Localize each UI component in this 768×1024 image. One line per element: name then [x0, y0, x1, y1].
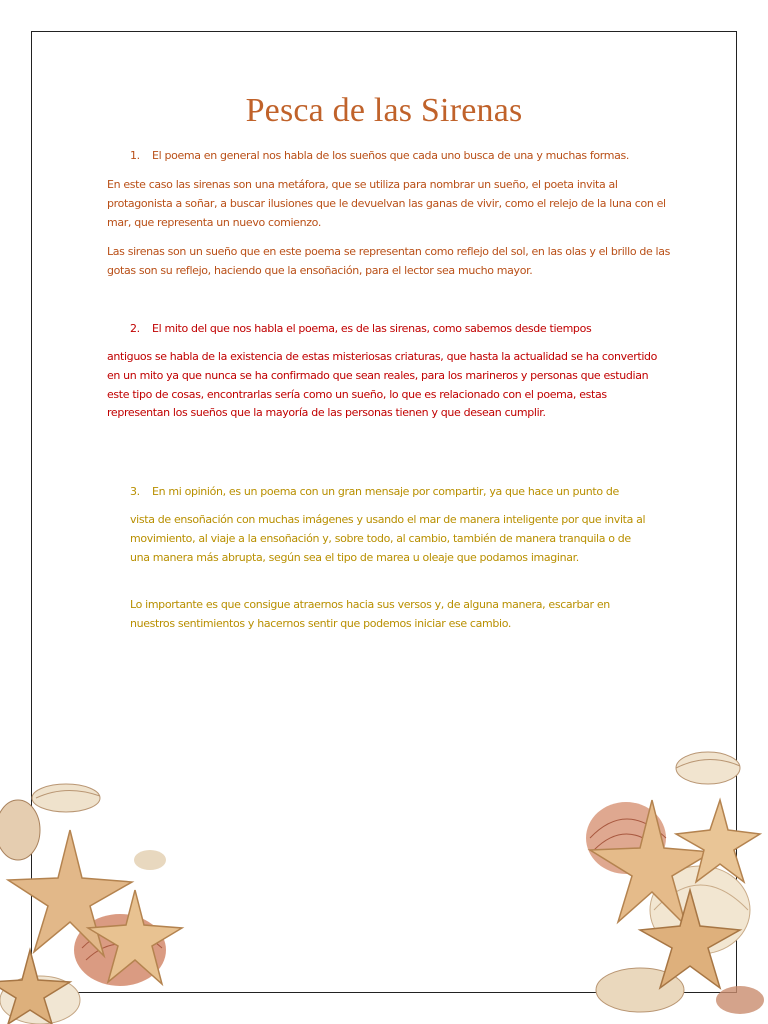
- seashells-left-illustration: [0, 760, 210, 1024]
- section1-paragraph-2: Las sirenas son un sueño que en este poema se representan como reflejo del sol, en las olas y el brillo de las gotas son su reflejo, haciendo que la ensoñación, para el lector sea mucho mayor.: [107, 245, 671, 277]
- section3-paragraph-2: Lo importante es que consigue atraernos hacia sus versos y, de alguna manera, escarbar en nuestros sentimientos y hacernos sentir que podemos iniciar ese cambio.: [130, 598, 610, 630]
- section3-paragraph-1: vista de ensoñación con muchas imágenes y usando el mar de manera inteligente por que invita al movimiento, al viaje a la ensoñación y, sobre todo, al cambio, también de manera tranquila o de una manera más abrupta, según sea el tipo de marea u oleaje que podamos imaginar.: [130, 513, 646, 564]
- section2-heading: [130, 320, 730, 339]
- section1-heading-text: El poema en general nos habla de los sueños que cada uno busca de una y muchas formas.: [152, 149, 630, 162]
- section1-number: 1.: [130, 149, 140, 162]
- document-title: Pesca de las Sirenas: [245, 92, 523, 129]
- seashells-right-illustration: [580, 740, 768, 1024]
- section2-heading-text: El mito del que nos habla el poema, es de las sirenas, como sabemos desde tiempos: [152, 322, 592, 335]
- seashell-decoration-right: [580, 740, 768, 1024]
- section1-paragraph-1: En este caso las sirenas son una metáfora, que se utiliza para nombrar un sueño, el poeta invita al protagonista a soñar, a buscar ilusiones que le devuelvan las ganas de vivir, como el relejo de la luna con el mar, que representa un nuevo comienzo.: [107, 178, 666, 229]
- section1-heading: [130, 147, 730, 166]
- section2-paragraph-1: antiguos se habla de la existencia de estas misteriosas criaturas, que hasta la actualidad se ha convertido en un mito ya que nunca se ha confirmado que sean reales, para los marineros y personas que estudian este tipo de cosas, encontrarlas sería como un sueño, lo que es relacionado con el poema, estas representan los sueños que la mayoría de las personas tienen y que desean cumplir.: [107, 350, 658, 420]
- section3-heading-text: En mi opinión, es un poema con un gran mensaje por compartir, ya que hace un punto de: [152, 485, 619, 498]
- section3-number: 3.: [130, 485, 140, 498]
- seashell-decoration-left: [0, 760, 210, 1024]
- section3-heading: [130, 483, 730, 502]
- section2-number: 2.: [130, 322, 140, 335]
